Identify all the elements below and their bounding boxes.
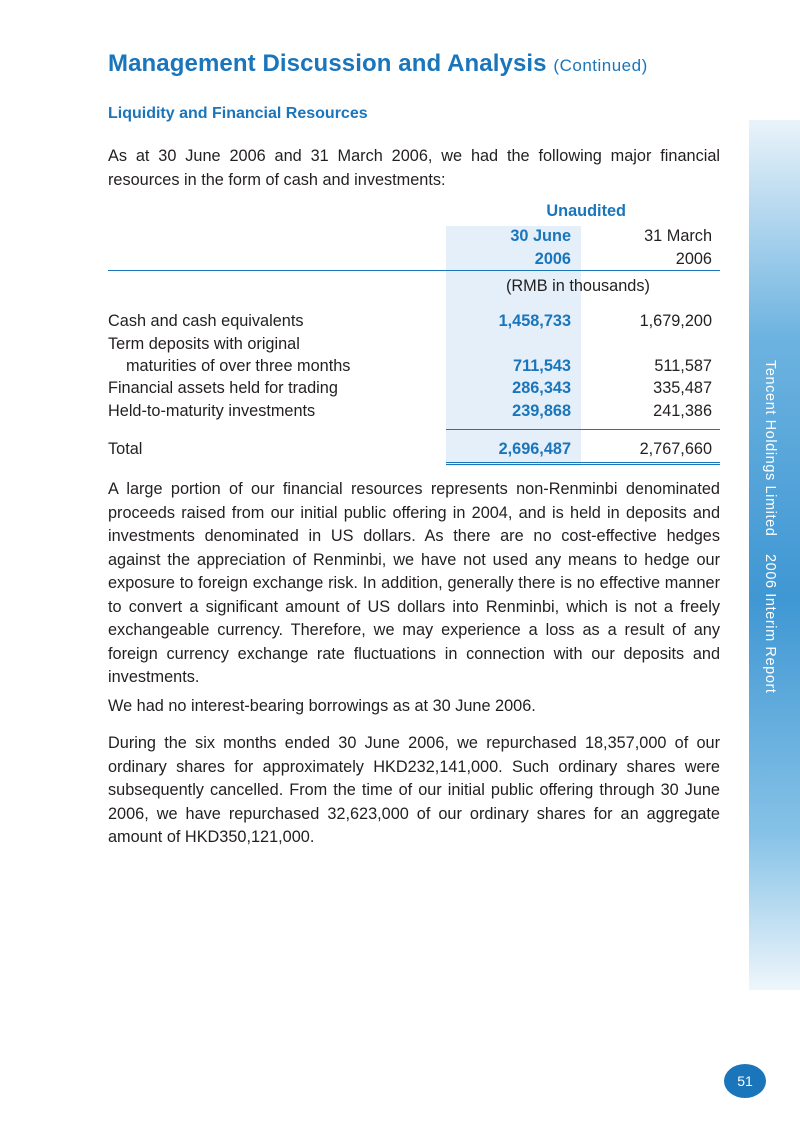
row-label: maturities of over three months [126,357,351,375]
col1-header-line1: 30 June [510,227,571,245]
total-double-rule [446,462,720,465]
unaudited-label: Unaudited [546,202,626,220]
row-label: Held-to-maturity investments [108,402,316,420]
total-value-current: 2,696,487 [498,440,571,458]
side-company-name: Tencent Holdings Limited [762,360,778,537]
row-value-prior: 511,587 [654,357,712,375]
row-value-prior: 335,487 [653,379,712,397]
row-value-prior: 241,386 [653,402,712,420]
intro-paragraph: As at 30 June 2006 and 31 March 2006, we had the following major financial resources in the form of cash and investments: [108,147,720,189]
side-report-name: 2006 Interim Report [762,554,778,694]
row-label: Cash and cash equivalents [108,312,304,330]
unit-label: (RMB in thousands) [506,277,650,295]
total-value-prior: 2,767,660 [639,440,712,458]
total-label: Total [108,440,143,458]
page-title-text: Management Discussion and Analysis [108,50,547,77]
col1-header-line2: 2006 [534,250,571,268]
row-label: Financial assets held for trading [108,379,338,397]
header-rule [108,270,720,271]
row-value-current: 239,868 [512,402,571,420]
body-paragraph: During the six months ended 30 June 2006, we repurchased 18,357,000 of our ordinary shares for approximately HKD232,141,000. Such ordinary shares were subsequently cancelled. From the time of our initial public offering through 30 June 2006, we have repurchased 32,623,000 of our ordinary shares for an aggregate amount of HKD350,121,000. [108,734,720,846]
page-title [108,50,648,78]
col2-header-line1: 31 March [644,227,712,245]
body-paragraph: A large portion of our financial resources represents non-Renminbi denominated proceeds raised from our initial public offering in 2004, and is held in deposits and investments denominated in US dollars. As there are no cost-effective hedges against the appreciation of Renminbi, we have not used any means to hedge our exposure to foreign exchange risk. In addition, generally there is no effective manner to convert a significant amount of US dollars into Renminbi, which is not a freely exchangeable currency. Therefore, we may experience a loss as a result of any foreign currency exchange rate fluctuations in connection with our deposits and investments. [108,480,720,686]
page-number: 51 [724,1064,766,1098]
section-heading: Liquidity and Financial Resources [108,105,368,122]
side-caption [762,360,778,694]
row-value-current: 1,458,733 [498,312,571,330]
row-label: Term deposits with original [108,335,300,353]
col2-header-line2: 2006 [675,250,712,268]
page-title-continued: (Continued) [553,56,648,75]
row-value-prior: 1,679,200 [639,312,712,330]
row-value-current: 711,543 [513,357,571,375]
total-top-rule [446,429,720,430]
body-paragraph: We had no interest-bearing borrowings as at 30 June 2006. [108,697,536,715]
row-value-current: 286,343 [512,379,571,397]
